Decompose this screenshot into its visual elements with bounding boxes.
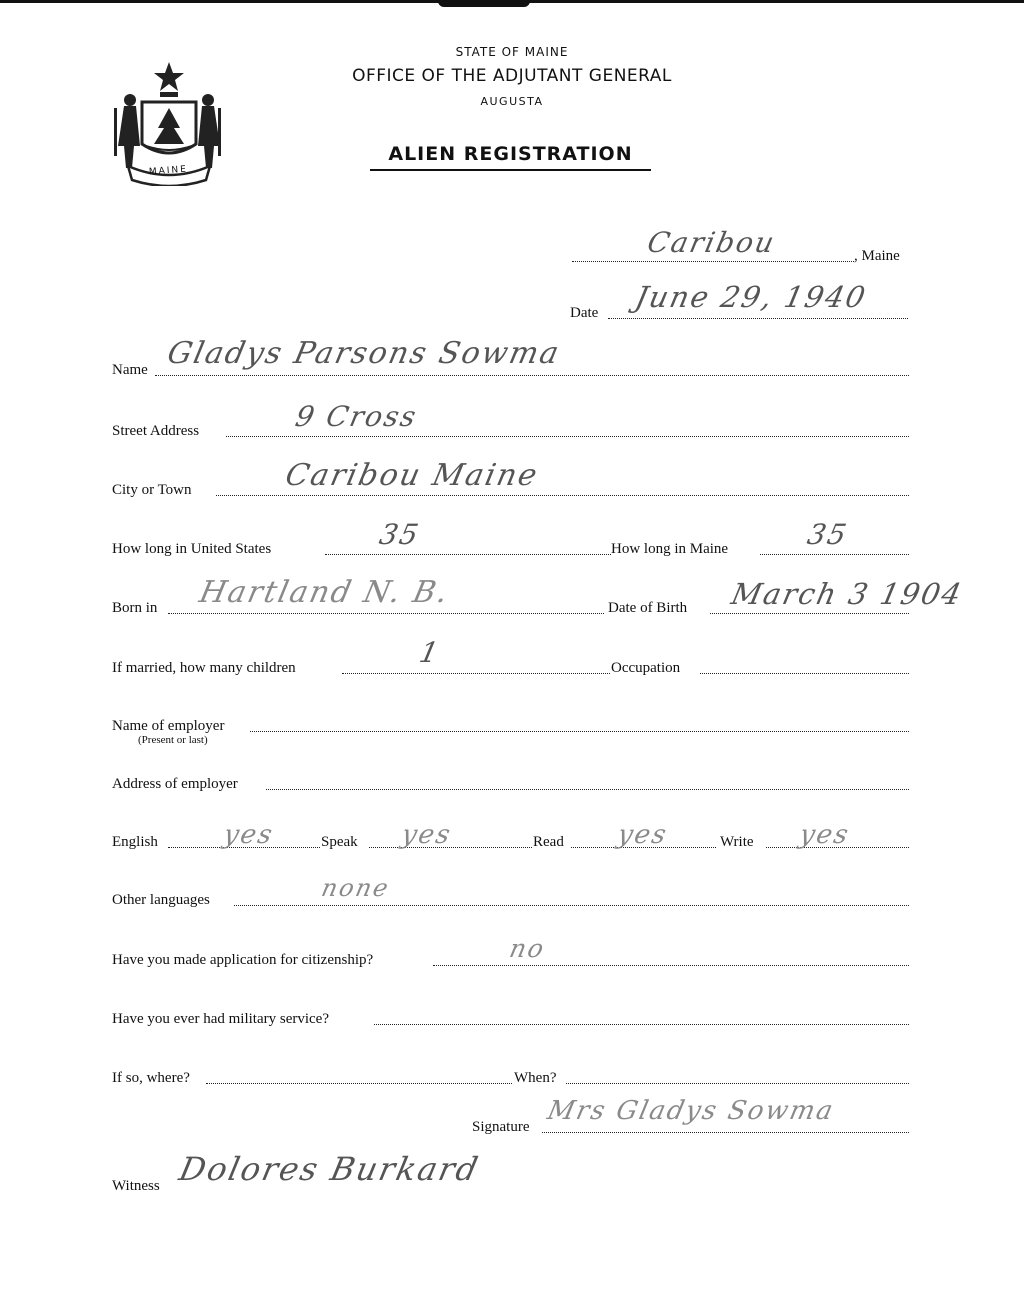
write-label: Write: [720, 834, 754, 850]
header-office: OFFICE OF THE ADJUTANT GENERAL: [352, 66, 672, 86]
signature-entry: Mrs Gladys Sowma: [544, 1096, 838, 1126]
speak-label: Speak: [321, 834, 358, 850]
witness-entry: Dolores Burkard: [175, 1150, 483, 1188]
employer-address-label: Address of employer: [112, 776, 238, 792]
scan-top-notch: [438, 0, 530, 7]
dob-line: [710, 613, 909, 614]
born-in-label: Born in: [112, 600, 158, 616]
where-line: [206, 1083, 512, 1084]
citizenship-line: [433, 965, 909, 966]
born-in-line: [168, 613, 604, 614]
born-in-entry: Hartland N. B.: [196, 575, 453, 610]
years-us-line: [325, 554, 611, 555]
occupation-label: Occupation: [611, 660, 681, 676]
children-line: [342, 673, 610, 674]
dob-entry: March 3 1904: [728, 577, 967, 611]
street-label: Street Address: [112, 423, 200, 439]
occupation-line: [700, 673, 909, 674]
citizenship-entry: no: [506, 934, 549, 963]
signature-label: Signature: [472, 1119, 530, 1135]
employer-line: [250, 731, 909, 732]
date-line: [608, 318, 908, 319]
date-label: Date: [570, 305, 599, 321]
name-line: [155, 375, 909, 376]
city-entry: Caribou Maine: [282, 458, 542, 493]
other-languages-label: Other languages: [112, 892, 210, 908]
military-label: Have you ever had military service?: [112, 1011, 329, 1027]
city-line: [216, 495, 909, 496]
read-label: Read: [533, 834, 564, 850]
employer-sublabel: (Present or last): [138, 734, 208, 746]
years-maine-entry: 35: [804, 518, 852, 551]
street-entry: 9 Cross: [292, 400, 421, 433]
place-suffix: , Maine: [854, 248, 900, 264]
when-label: When?: [514, 1070, 557, 1086]
date-entry: June 29, 1940: [632, 280, 871, 314]
write-entry: yes: [796, 820, 853, 850]
signature-line: [542, 1132, 909, 1133]
dob-label: Date of Birth: [608, 600, 688, 616]
english-label: English: [112, 834, 158, 850]
military-line: [374, 1024, 909, 1025]
employer-label: Name of employer: [112, 718, 225, 734]
name-label: Name: [112, 362, 148, 378]
city-label: City or Town: [112, 482, 192, 498]
place-entry: Caribou: [644, 226, 779, 259]
other-languages-entry: none: [319, 874, 393, 902]
when-line: [566, 1083, 909, 1084]
place-line: [572, 261, 854, 262]
form-title: ALIEN REGISTRATION: [370, 143, 651, 171]
years-maine-line: [760, 554, 909, 555]
header-state: STATE OF MAINE: [455, 45, 569, 59]
read-entry: yes: [614, 820, 671, 850]
years-us-entry: 35: [376, 518, 424, 551]
other-languages-line: [234, 905, 909, 906]
english-entry: yes: [220, 820, 277, 850]
street-line: [226, 436, 909, 437]
employer-address-line: [266, 789, 909, 790]
seal-ribbon-text: MAINE: [148, 164, 189, 178]
name-entry: Gladys Parsons Sowma: [164, 336, 564, 371]
citizenship-label: Have you made application for citizenship?: [112, 952, 374, 968]
speak-entry: yes: [398, 820, 455, 850]
where-label: If so, where?: [112, 1070, 190, 1086]
witness-label: Witness: [112, 1178, 160, 1194]
children-label: If married, how many children: [112, 660, 296, 676]
header-city: AUGUSTA: [480, 95, 544, 108]
years-maine-label: How long in Maine: [611, 541, 729, 557]
years-us-label: How long in United States: [112, 541, 272, 557]
children-entry: 1: [416, 636, 444, 669]
speak-line: [369, 847, 532, 848]
